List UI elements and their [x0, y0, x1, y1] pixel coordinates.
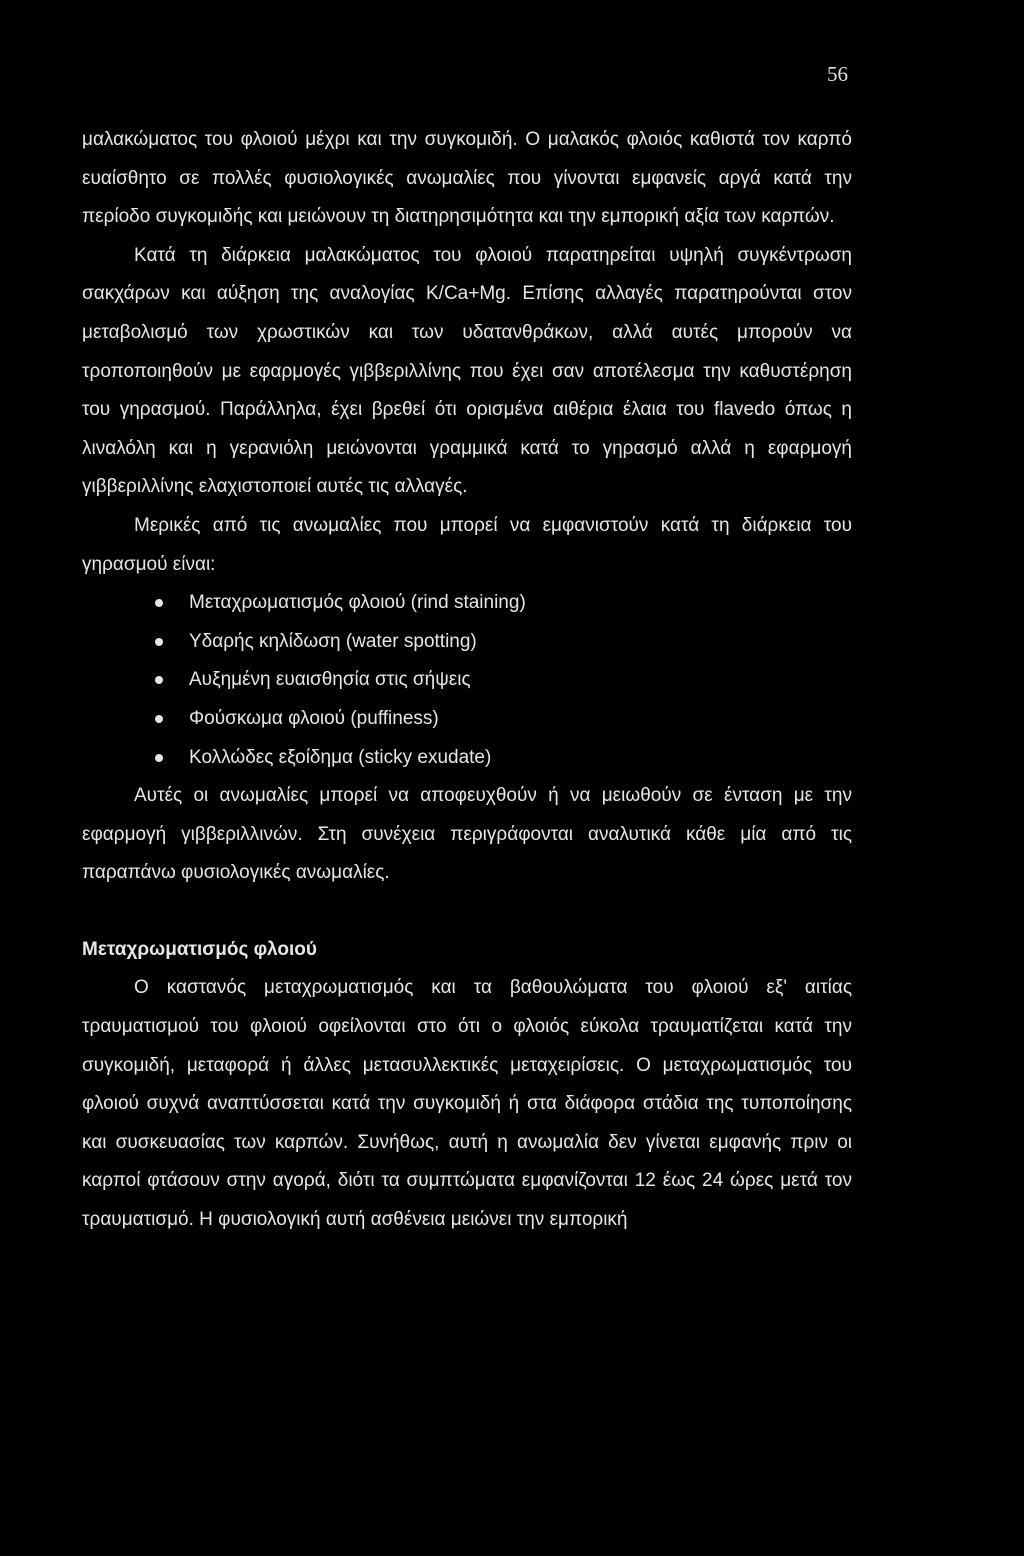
- paragraph-anomalies-intro: Μερικές από τις ανωμαλίες που μπορεί να εμφανιστούν κατά τη διάρκεια του γηρασμού είναι:: [82, 514, 852, 575]
- paragraph-after-list: Αυτές οι ανωμαλίες μπορεί να αποφευχθούν ή να μειωθούν σε ένταση με την εφαρμογή γιββεριλλινών. Στη συνέχεια περιγράφονται αναλυτικά κάθε μία από τις παραπάνω φυσιολογικές ανωμαλίες.: [82, 785, 852, 884]
- list-item: [82, 700, 852, 739]
- list-item: [82, 739, 852, 778]
- bullet-dot-icon: [155, 676, 163, 684]
- bullet-dot-icon: [155, 754, 163, 762]
- page-number: 56: [827, 62, 848, 86]
- list-item: [82, 623, 852, 662]
- list-item-text: Αυξημένη ευαισθησία στις σήψεις: [189, 669, 471, 691]
- bullet-dot-icon: [155, 599, 163, 607]
- bullet-dot-icon: [155, 638, 163, 646]
- section-heading: Μεταχρωματισμός φλοιού: [82, 938, 317, 960]
- bullet-dot-icon: [155, 715, 163, 723]
- paragraph-rind-softening: Κατά τη διάρκεια μαλακώματος του φλοιού παρατηρείται υψηλή συγκέντρωση σακχάρων και αύξηση της αναλογίας K/Ca+Mg. Επίσης αλλαγές παρατηρούνται στον μεταβολισμό των χρωστικών και των υδατανθράκων, αλλά αυτές μπορούν να τροποποιηθούν με εφαρμογές γιββεριλλίνης που έχει σαν αποτέλεσμα την καθυστέρηση του γηρασμού. Παράλληλα, έχει βρεθεί ότι ορισμένα αιθέρια έλαια του flavedo όπως η λιναλόλη και η γερανιόλη μειώνονται γραμμικά κατά το γηρασμό αλλά η εφαρμογή γιββεριλλίνης ελαχιστοποιεί αυτές τις αλλαγές.: [82, 244, 852, 498]
- anomalies-list: [82, 584, 852, 777]
- list-item: [82, 661, 852, 700]
- list-item-text: Φούσκωμα φλοιού (puffiness): [189, 707, 439, 729]
- paragraph-intro: μαλακώματος του φλοιού μέχρι και την συγκομιδή. Ο μαλακός φλοιός καθιστά τον καρπό ευαίσθητο σε πολλές φυσιολογικές ανωμαλίες που γίνονται εμφανείς αργά κατά την περίοδο συγκομιδής και μειώνουν τη διατηρησιμότητα και την εμπορική αξία των καρπών.: [82, 129, 852, 228]
- list-item-text: Μεταχρωματισμός φλοιού (rind staining): [189, 592, 526, 614]
- list-item: [82, 584, 852, 623]
- document-body: [82, 121, 852, 1240]
- paragraph-rind-staining: Ο καστανός μεταχρωματισμός και τα βαθουλώματα του φλοιού εξ' αιτίας τραυματισμού του φλοιού οφείλονται στο ότι ο φλοιός εύκολα τραυματίζεται κατά την συγκομιδή, μεταφορά ή άλλες μετασυλλεκτικές μεταχειρίσεις. Ο μεταχρωματισμός του φλοιού συχνά αναπτύσσεται κατά την συγκομιδή ή στα διάφορα στάδια της τυποποίησης και συσκευασίας των καρπών. Συνήθως, αυτή η ανωμαλία δεν γίνεται εμφανής πριν οι καρποί φτάσουν στην αγορά, διότι τα συμπτώματα εμφανίζονται 12 έως 24 ώρες μετά τον τραυματισμό. Η φυσιολογική αυτή ασθένεια μειώνει την εμπορική: [82, 977, 852, 1231]
- list-item-text: Κολλώδες εξοίδημα (sticky exudate): [189, 746, 492, 768]
- list-item-text: Υδαρής κηλίδωση (water spotting): [189, 630, 477, 652]
